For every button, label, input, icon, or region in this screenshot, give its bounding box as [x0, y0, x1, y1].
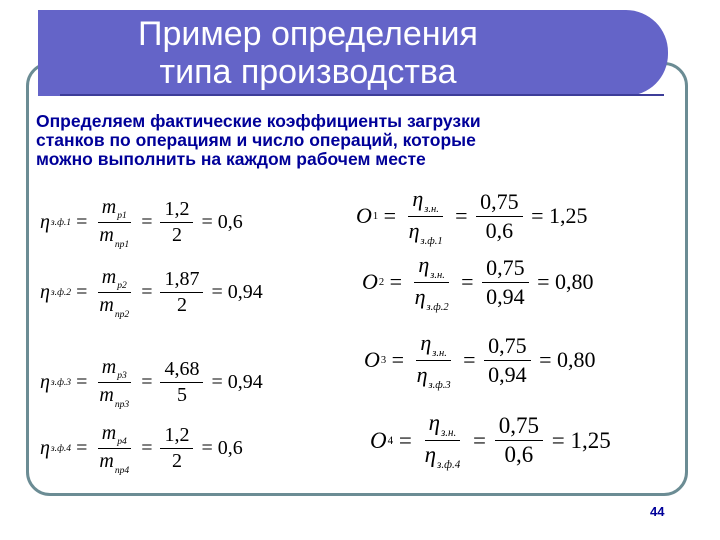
equation-result: 0,80 — [555, 269, 594, 295]
intro-line-1: Определяем фактические коэффициенты загрузки — [36, 111, 481, 131]
slide-title-line-1: Пример определения — [138, 15, 478, 53]
value-fraction: $\frac{1,2}{2}$ — [160, 424, 193, 473]
machines-ratio-fraction: $\frac{m_{р1}}{m_{пр1}}$ — [99, 196, 130, 250]
equation-result: 0,94 — [227, 371, 263, 394]
eta-ratio-fraction: $\frac{\eta_{з.н.}}{\eta_{з.ф.3}}$ — [416, 330, 451, 391]
operations-count-equation-4: O 4 = $\frac{\eta_{з.н.}}{\eta_{з.ф.4}}$ = $\frac{0,75}{0,6}$ = 1,25 — [370, 410, 611, 472]
equation-result: 0,6 — [217, 437, 243, 460]
value-fraction: $\frac{1,2}{2}$ — [160, 198, 193, 247]
slide-title-line-2: типа производства — [159, 53, 457, 91]
equation-result: 0,6 — [217, 211, 243, 234]
value-fraction: $\frac{0,75}{0,6}$ — [476, 189, 523, 244]
eta-ratio-fraction: $\frac{\eta_{з.н.}}{\eta_{з.ф.4}}$ — [424, 410, 461, 472]
intro-line-2: станков по операциям и число операций, которые — [36, 130, 476, 150]
equation-result: 0,80 — [557, 347, 596, 373]
value-fraction: $\frac{0,75}{0,94}$ — [482, 255, 529, 310]
value-fraction: $\frac{0,75}{0,6}$ — [495, 413, 543, 468]
load-coefficient-equation-3: η з.ф.3 = $\frac{m_{р3}}{m_{пр3}}$ = $\frac{4,68}{5}$ = 0,94 — [40, 356, 263, 410]
machines-ratio-fraction: $\frac{m_{р4}}{m_{пр4}}$ — [99, 422, 130, 476]
page-number: 44 — [650, 504, 665, 519]
operations-count-equation-1: O 1 = $\frac{\eta_{з.н.}}{\eta_{з.ф.1}}$ = $\frac{0,75}{0,6}$ = 1,25 — [356, 186, 588, 247]
equation-result: 1,25 — [570, 427, 611, 453]
value-fraction: $\frac{1,87}{2}$ — [160, 268, 203, 317]
load-coefficient-equation-2: η з.ф.2 = $\frac{m_{р2}}{m_{пр2}}$ = $\frac{1,87}{2}$ = 0,94 — [40, 266, 263, 320]
intro-text — [36, 112, 676, 169]
value-fraction: $\frac{0,75}{0,94}$ — [484, 333, 531, 388]
equation-result: 0,94 — [227, 281, 263, 304]
eta-ratio-fraction: $\frac{\eta_{з.н.}}{\eta_{з.ф.2}}$ — [414, 252, 449, 313]
operations-count-equation-3: O 3 = $\frac{\eta_{з.н.}}{\eta_{з.ф.3}}$ = $\frac{0,75}{0,94}$ = 0,80 — [364, 330, 596, 391]
value-fraction: $\frac{4,68}{5}$ — [160, 358, 203, 407]
intro-line-3: можно выполнить на каждом рабочем месте — [36, 149, 426, 169]
eta-ratio-fraction: $\frac{\eta_{з.н.}}{\eta_{з.ф.1}}$ — [408, 186, 443, 247]
slide-title — [38, 10, 578, 96]
load-coefficient-equation-4: η з.ф.4 = $\frac{m_{р4}}{m_{пр4}}$ = $\frac{1,2}{2}$ = 0,6 — [40, 422, 243, 476]
machines-ratio-fraction: $\frac{m_{р3}}{m_{пр3}}$ — [99, 356, 130, 410]
operations-count-equation-2: O 2 = $\frac{\eta_{з.н.}}{\eta_{з.ф.2}}$ = $\frac{0,75}{0,94}$ = 0,80 — [362, 252, 594, 313]
equation-result: 1,25 — [549, 203, 588, 229]
load-coefficient-equation-1: η з.ф.1 = $\frac{m_{р1}}{m_{пр1}}$ = $\frac{1,2}{2}$ = 0,6 — [40, 196, 243, 250]
machines-ratio-fraction: $\frac{m_{р2}}{m_{пр2}}$ — [99, 266, 130, 320]
